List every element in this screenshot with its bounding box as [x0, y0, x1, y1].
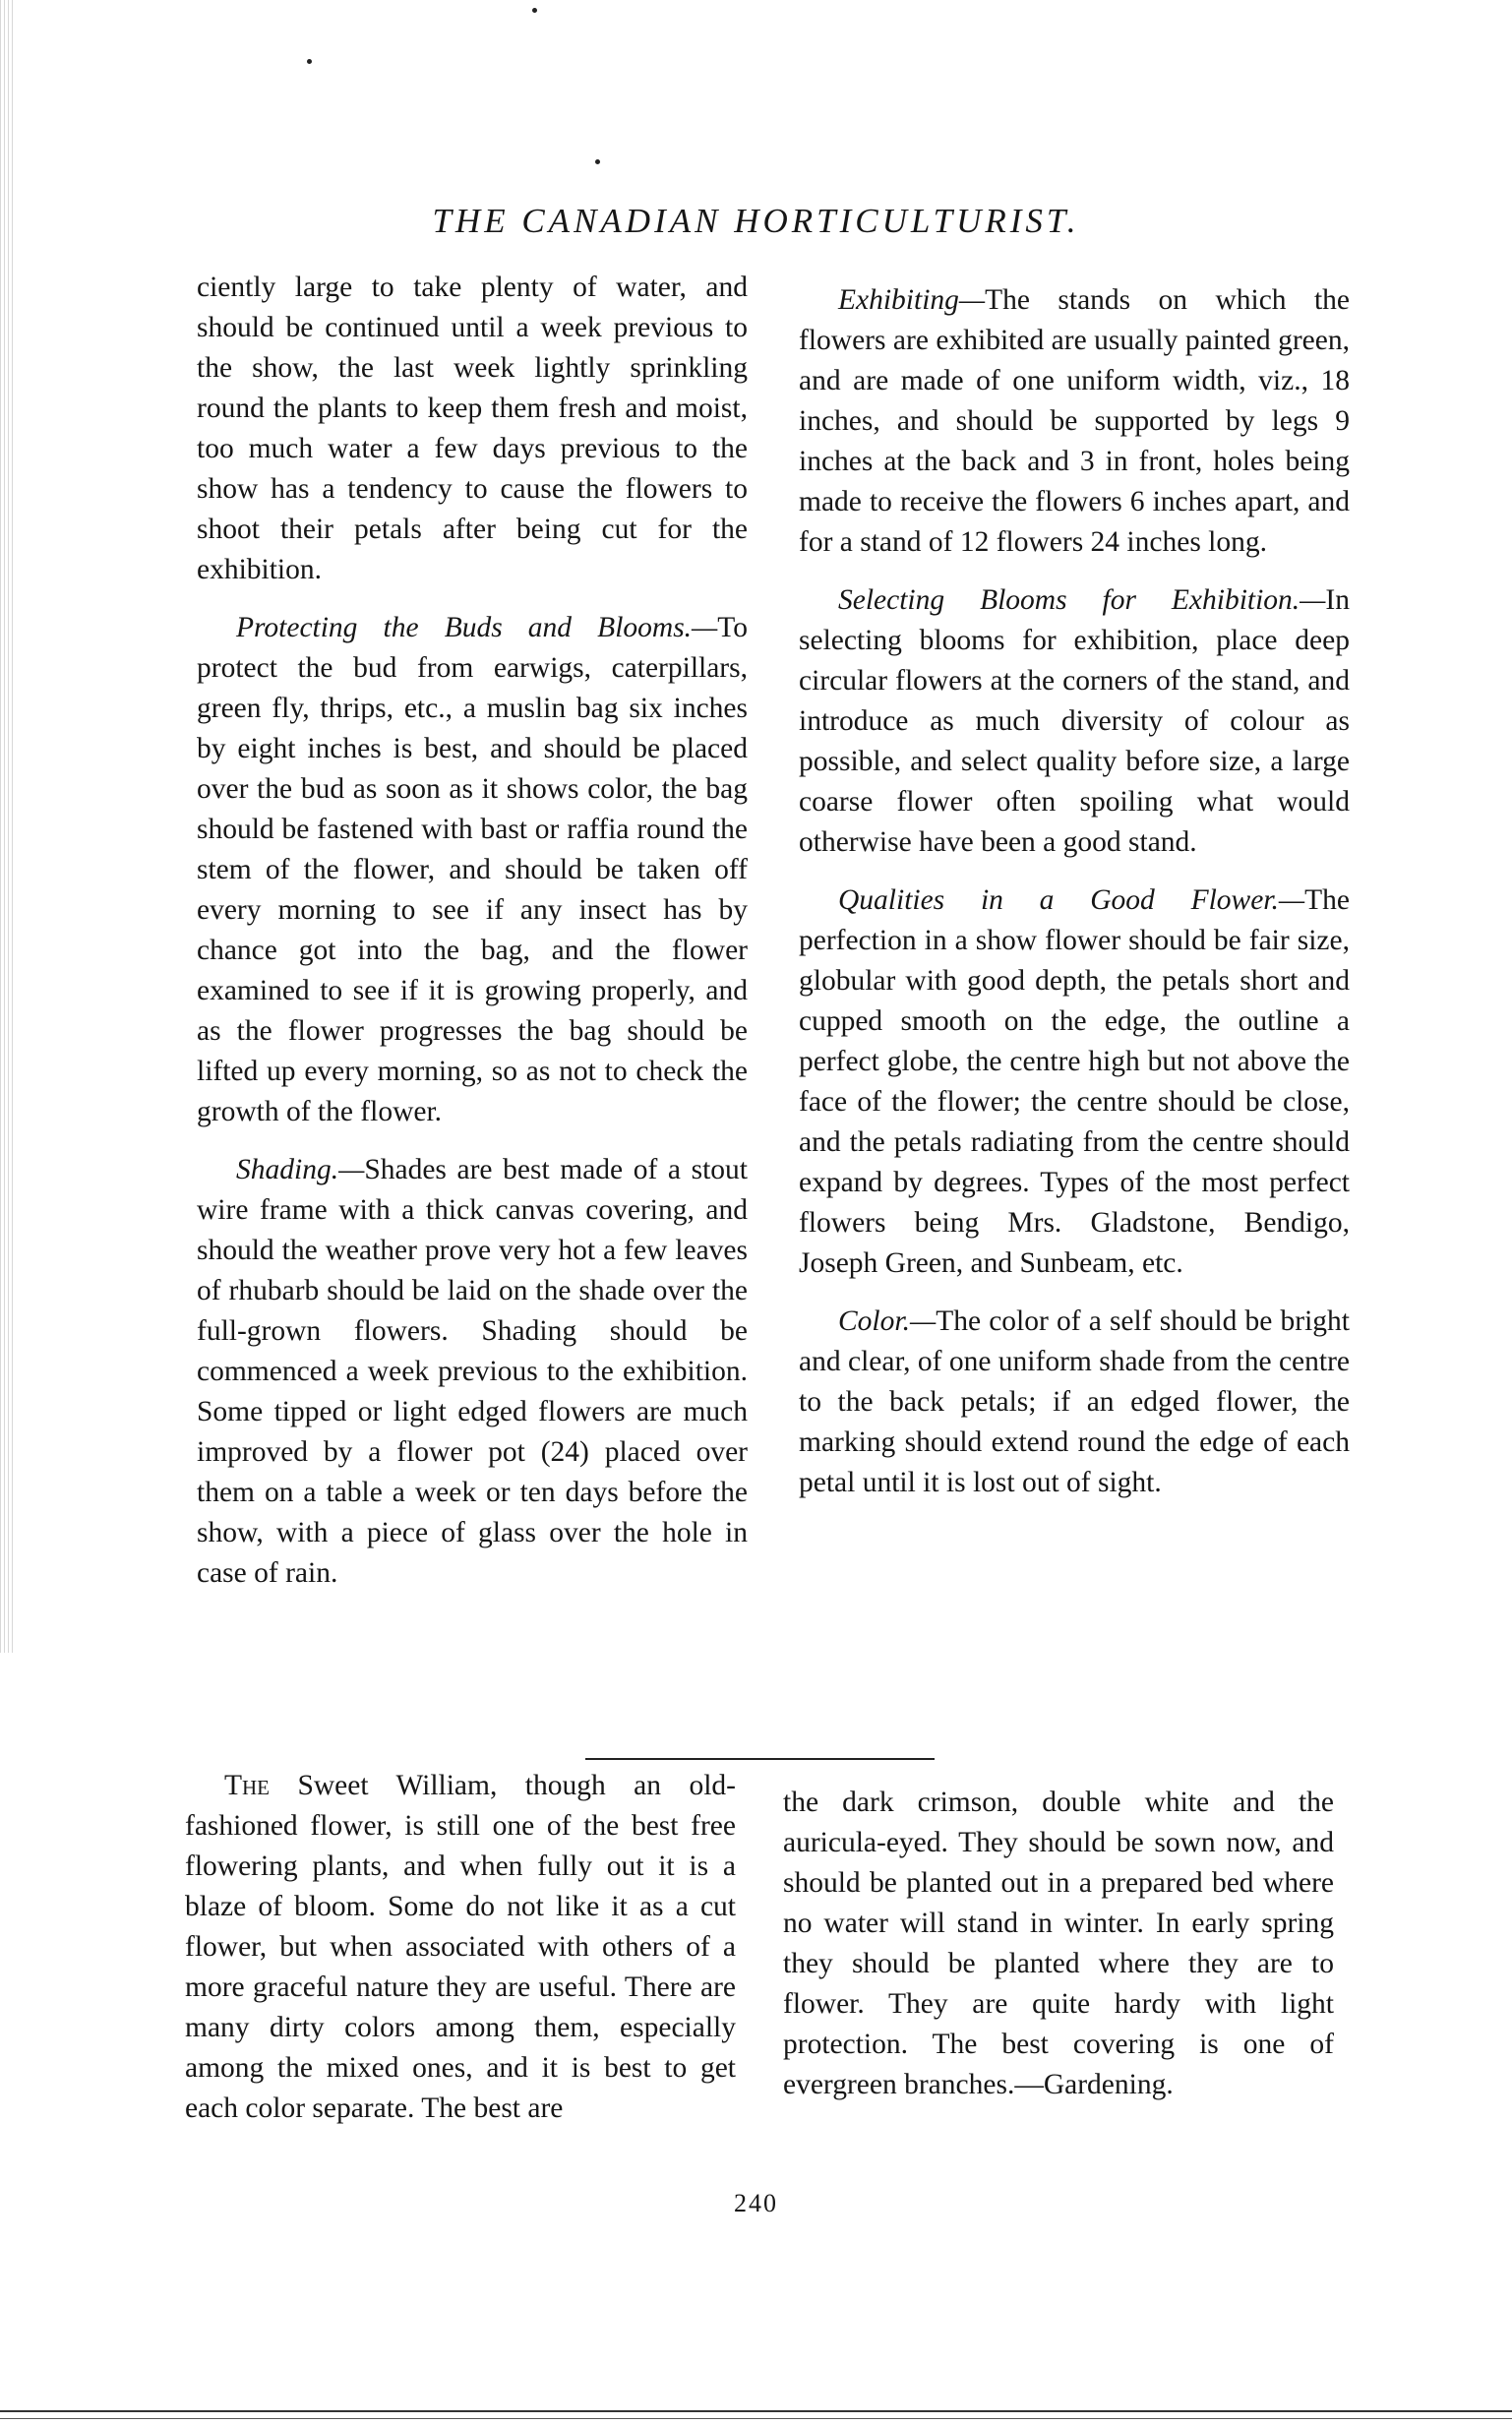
article-right-column	[799, 280, 1350, 1521]
paragraph	[197, 608, 748, 1132]
paragraph-text: the dark crimson, double white and the auricula-eyed. They should be sown now, and should be planted out in a prepared bed where no water will stand in winter. In early spring they should be planted where they are to flower. They are quite hardy with light protection. The best covering is one of evergreen branches.—Gardening.	[783, 1787, 1334, 2100]
paragraph-text: Shades are best made of a stout wire frame with a thick canvas covering, and should the weather prove very hot a few leaves of rhubarb should be laid on the shade over the full-grown flowers. Shading should be commenced a week previous to the exhibition. Some tipped or light edged flowers are much improved by a flower pot (24) placed over them on a table a week or ten days before the show, with a piece of glass over the hole in case of rain.	[197, 1154, 748, 1589]
paragraph	[799, 280, 1350, 563]
page-number: 240	[734, 2189, 778, 2217]
paragraph	[799, 880, 1350, 1284]
scan-speck	[307, 59, 312, 64]
page-binding-edge	[0, 0, 14, 1653]
article-left-column	[197, 268, 748, 1611]
scan-speck	[595, 159, 600, 164]
paragraph	[783, 1783, 1334, 2105]
paragraph	[197, 1150, 748, 1594]
paragraph-text: The color of a self should be bright and clear, of one uniform shade from the centre to the back petals; if an edged flower, the marking should extend round the edge of each petal until it is lost out of sight.	[799, 1305, 1350, 1498]
sweet-william-right-column	[783, 1783, 1334, 2123]
scan-speck	[532, 8, 537, 13]
sweet-william-left-column	[185, 1766, 736, 2147]
paragraph-heading: Color.—	[838, 1305, 937, 1337]
paragraph-heading: Shading.—	[236, 1154, 365, 1185]
paragraph-text: The stands on which the flowers are exhibited are usually painted green, and are made of one uniform width, viz., 18 inches, and should be supported by legs 9 inches at the back and 3 in front, holes being made to receive the flowers 6 inches apart, and for a stand of 12 flowers 24 inches long.	[799, 284, 1350, 558]
paragraph	[197, 268, 748, 590]
paragraph-text: To protect the bud from earwigs, caterpillars, green fly, thrips, etc., a muslin bag six inches by eight inches is best, and should be placed over the bud as soon as it shows color, the bag should be fastened with bast or raffia round the stem of the flower, and should be taken off every morning to see if any insect has by chance got into the bag, and the flower examined to see if it is growing properly, and as the flower progresses the bag should be lifted up every morning, so as not to check the growth of the flower.	[197, 612, 748, 1127]
paragraph-heading: Exhibiting—	[838, 284, 986, 316]
paragraph-text: The perfection in a show flower should be fair size, globular with good depth, the petals short and cupped smooth on the edge, the outline a perfect globe, the centre high but not above the face of the flower; the centre should be close, and the petals radiating from the centre should expand by degrees. Types of the most perfect flowers being Mrs. Gladstone, Bendigo, Joseph Green, and Sunbeam, etc.	[799, 884, 1350, 1279]
paragraph-heading: Selecting Blooms for Exhibition.—	[838, 584, 1326, 616]
running-title: THE CANADIAN HORTICULTURIST.	[432, 202, 1080, 240]
paragraph	[799, 1302, 1350, 1503]
paragraph	[799, 580, 1350, 863]
paragraph-text: Sweet William, though an old-fashioned flower, is still one of the best free flowering plants, and when fully out it is a blaze of bloom. Some do not like it as a cut flower, but when associated with others of a more graceful nature they are useful. There are many dirty colors among them, especially among the mixed ones, and it is best to get each color separate. The best are	[185, 1770, 736, 2124]
paragraph-text: In selecting blooms for exhibition, place deep circular flowers at the corners of the stand, and introduce as much diversity of colour as possible, and select quality before size, a large coarse flower often spoiling what would otherwise have been a good stand.	[799, 584, 1350, 858]
paragraph-heading: Protecting the Buds and Blooms.—	[236, 612, 718, 643]
lead-word: The	[224, 1770, 271, 1801]
paragraph-text: ciently large to take plenty of water, and should be continued until a week previous to the show, the last week lightly sprinkling round the plants to keep them fresh and moist, too much water a few days previous to the show has a tendency to cause the flowers to shoot their petals after being cut for the exhibition.	[197, 272, 748, 585]
paragraph	[185, 1766, 736, 2129]
paragraph-heading: Qualities in a Good Flower.—	[838, 884, 1305, 916]
section-divider	[585, 1758, 935, 1760]
page-bottom-edge	[0, 2410, 1512, 2419]
